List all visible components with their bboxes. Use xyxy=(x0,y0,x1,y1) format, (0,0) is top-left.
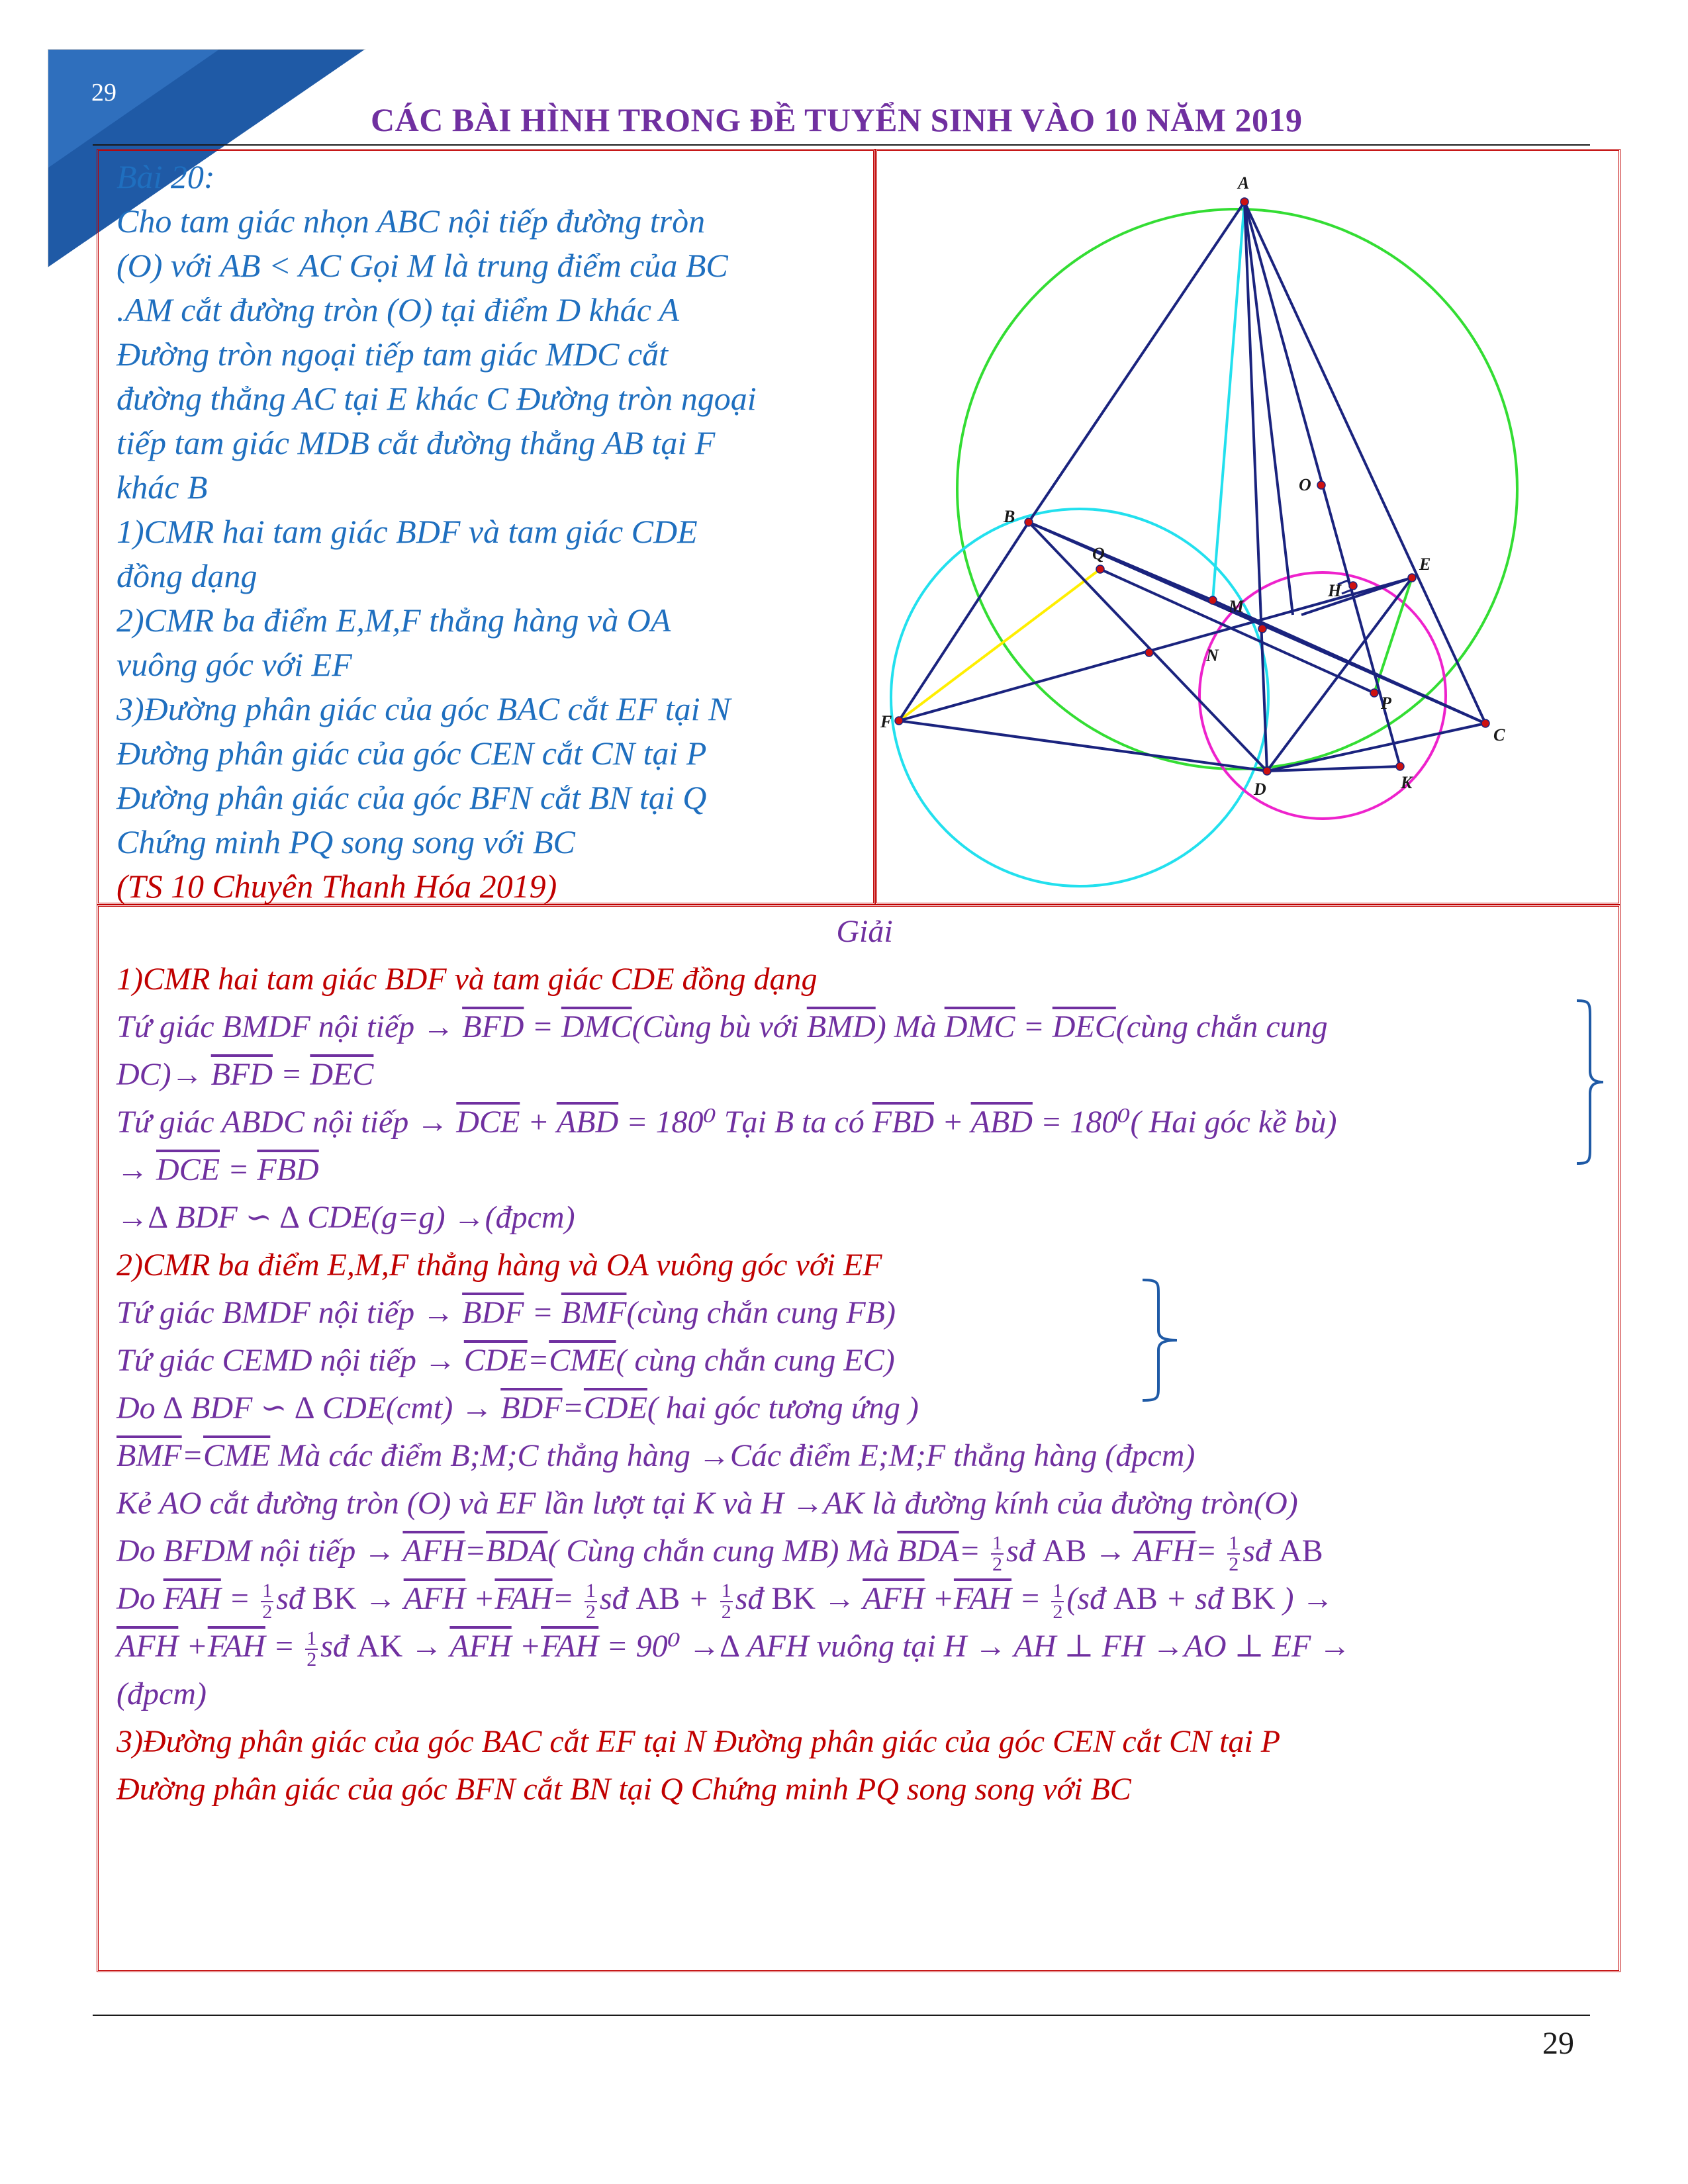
point-label: P xyxy=(1381,694,1391,713)
problem-line: .AM cắt đường tròn (O) tại điểm D khác A xyxy=(117,291,680,328)
problem-label: Bài 20: xyxy=(117,158,215,195)
brace-right xyxy=(1140,1277,1186,1403)
solution-line: $\overline{BMF}=\overline{CME}$ Mà các điểm B;M;C thẳng hàng →Các điểm E;M;F thẳng hàng (đpcm) xyxy=(117,1438,1196,1473)
problem-statement xyxy=(117,155,871,909)
fraction: $\frac{1}{2}$ xyxy=(1053,1579,1063,1623)
solution-line: Tứ giác BMDF nội tiếp → $\overline{BFD}$ = $\overline{DMC}(Cùng$ bù với $\overline{BMD}$) Mà $\overline{DMC}$ = $\overline{DEC}(cùng$ chắn cung xyxy=(117,1009,1328,1044)
footer-page-number: 29 xyxy=(1542,2026,1574,2061)
problem-line: đồng dạng xyxy=(117,557,258,594)
solution-line: Tứ giác CEMD nội tiếp → $\overline{CDE}=\overline{CME}$( cùng chắn cung EC) xyxy=(117,1343,895,1378)
line-AN xyxy=(1213,202,1244,600)
problem-line: khác B xyxy=(117,469,208,506)
fraction: $\frac{1}{2}$ xyxy=(585,1579,596,1623)
solution-line: $DC)\to \overline{BFD} = \overline{DEC}$ xyxy=(117,1057,374,1092)
header-page-number: 29 xyxy=(91,79,117,107)
footer-rule xyxy=(93,2015,1590,2016)
point-label: K xyxy=(1401,773,1413,792)
problem-line: Chứng minh PQ song song với BC xyxy=(117,823,575,860)
solution-line: → $\overline{DCE} = \overline{FBD}$ xyxy=(117,1152,319,1187)
solution-line: Kẻ AO cắt đường tròn (O) và EF lần lượt tại K và H →AK là đường kính của đường tròn(O) xyxy=(117,1486,1298,1521)
brace-right xyxy=(1574,998,1614,1166)
problem-line: Cho tam giác nhọn ABC nội tiếp đường tròn xyxy=(117,203,706,240)
solution xyxy=(117,908,1613,1813)
solution-line: Do BFDM nội tiếp → $\overline{AFH}=\overline{BDA}$( Cùng chắn cung MB) Mà $\overline{BDA}=$ $\frac{1}{2}$ sđ AB → $\overline{AFH}=$ $\frac{1}{2}$ sđ AB xyxy=(117,1531,1323,1575)
problem-line: Đường tròn ngoại tiếp tam giác MDC cắt xyxy=(117,336,669,373)
solution-line: Do ∆ BDF ∽ ∆ $CDE(cmt) \to \overline{BDF}=\overline{CDE}$( hai góc tương ứng ) xyxy=(117,1390,919,1426)
circle-BMDF xyxy=(891,509,1268,886)
problem-line: 1)CMR hai tam giác BDF và tam giác CDE xyxy=(117,513,698,550)
part3-title: 3)Đường phân giác của góc BAC cắt EF tại N Đường phân giác của góc CEN cắt CN tại P xyxy=(117,1724,1281,1759)
problem-line: Đường phân giác của góc CEN cắt CN tại P xyxy=(117,735,707,772)
solution-line: Tứ giác BMDF nội tiếp → $\overline{BDF}$ = $\overline{BMF}(cùng$ chắn cung FB) xyxy=(117,1295,896,1330)
point-label: F xyxy=(880,712,892,731)
problem-line: 2)CMR ba điểm E,M,F thẳng hàng và OA xyxy=(117,602,671,639)
line-FQ xyxy=(899,569,1100,721)
point-label: Q xyxy=(1092,544,1105,563)
solution-line: $\overline{AFH} +\overline{FAH}$ = $\frac{1}{2}$ sđ AK → $\overline{AFH} +\overline{FAH} = 90^0$ →∆ AFH vuông tại H → AH ⊥ FH →AO ⊥ EF → xyxy=(117,1627,1351,1670)
point-label: E xyxy=(1419,555,1431,574)
solution-line: Tứ giác ABDC nội tiếp → $\overline{DCE} + \overline{ABD} = 180^0$ Tại B ta có $\overline{FBD} + \overline{ABD} = 180^0$( Hai góc kề bù) xyxy=(117,1105,1337,1140)
solution-heading: Giải xyxy=(836,914,893,949)
fraction: $\frac{1}{2}$ xyxy=(306,1627,317,1670)
solution-line: Do $\overline{FAH}$ = $\frac{1}{2}$ sđ BK → $\overline{AFH} +\overline{FAH}=$ $\frac{1}{2}$ sđ AB + $\frac{1}{2}$ sđ BK → $\overline{AFH} +\overline{FAH}$ = $\frac{1}{2}$ (sđ AB + sđ BK ) → xyxy=(117,1579,1334,1623)
fraction: $\frac{1}{2}$ xyxy=(262,1579,273,1623)
fraction: $\frac{1}{2}$ xyxy=(721,1579,731,1623)
fraction: $\frac{1}{2}$ xyxy=(992,1531,1003,1575)
part3-title: Đường phân giác của góc BFN cắt BN tại Q Chứng minh PQ song song với BC xyxy=(117,1772,1131,1807)
problem-line: Đường phân giác của góc BFN cắt BN tại Q xyxy=(117,779,707,816)
point-label: D xyxy=(1254,780,1266,799)
point-label: O xyxy=(1299,475,1311,494)
part1-title: 1)CMR hai tam giác BDF và tam giác CDE đồng dạng xyxy=(117,962,818,997)
problem-line: tiếp tam giác MDB cắt đường thẳng AB tại F xyxy=(117,424,716,461)
point-label: C xyxy=(1493,725,1505,745)
point-label: A xyxy=(1238,173,1250,193)
solution-line: (đpcm) xyxy=(117,1676,207,1711)
header-rule xyxy=(93,144,1590,146)
fraction: $\frac{1}{2}$ xyxy=(1229,1531,1239,1575)
point-label: B xyxy=(1004,507,1015,526)
geometry-figure xyxy=(878,152,1618,902)
problem-line: đường thẳng AC tại E khác C Đường tròn ngoại xyxy=(117,380,757,417)
point-label: H xyxy=(1328,581,1342,600)
point-label: M xyxy=(1229,597,1244,616)
solution-line: →∆ BDF ∽ ∆ CDE(g=g) →(đpcm) xyxy=(117,1200,575,1235)
problem-line: 3)Đường phân giác của góc BAC cắt EF tại N xyxy=(117,690,731,727)
problem-line: vuông góc với EF xyxy=(117,646,352,683)
problem-source: (TS 10 Chuyên Thanh Hóa 2019) xyxy=(117,868,557,905)
page-title: CÁC BÀI HÌNH TRONG ĐỀ TUYỂN SINH VÀO 10 NĂM 2019 xyxy=(371,101,1303,138)
problem-line: (O) với AB < AC Gọi M là trung điểm của BC xyxy=(117,247,728,284)
part2-title: 2)CMR ba điểm E,M,F thẳng hàng và OA vuông góc với EF xyxy=(117,1248,882,1283)
point-label: N xyxy=(1206,646,1219,665)
